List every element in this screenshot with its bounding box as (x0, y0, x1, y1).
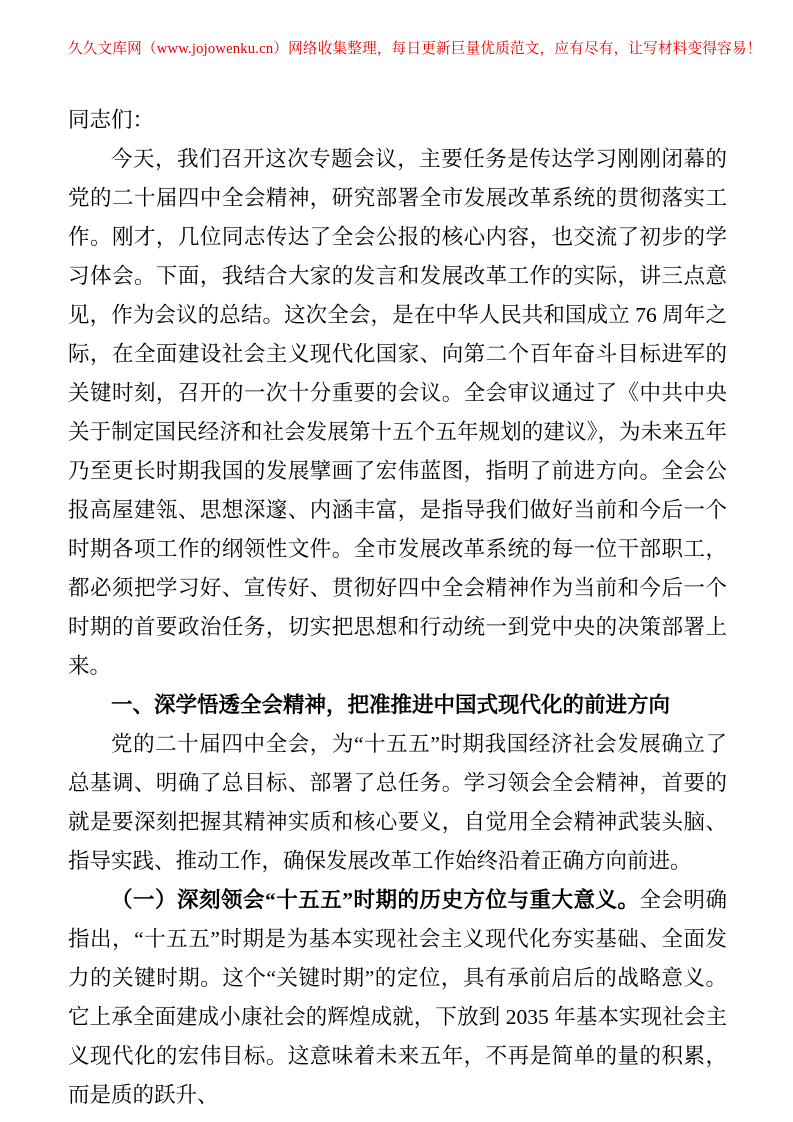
paragraph-intro: 今天，我们召开这次专题会议，主要任务是传达学习刚刚闭幕的党的二十届四中全会精神，研究部署全市发展改革系统的贯彻落实工作。刚才，几位同志传达了全会公报的核心内容，也交流了初步的学习体会。下面，我结合大家的发言和发展改革工作的实际，讲三点意见，作为会议的总结。这次全会，是在中华人民共和国成立 76 周年之际，在全面建设社会主义现代化国家、向第二个百年奋斗目标进军的关键时刻，召开的一次十分重要的会议。全会审议通过了《中共中央关于制定国民经济和社会发展第十五个五年规划的建议》，为未来五年乃至更长时期我国的发展擘画了宏伟蓝图，指明了前进方向。全会公报高屋建瓴、思想深邃、内涵丰富，是指导我们做好当前和今后一个时期各项工作的纲领性文件。全市发展改革系统的每一位干部职工，都必须把学习好、宣传好、贯彻好四中全会精神作为当前和今后一个时期的首要政治任务，切实把思想和行动统一到党中央的决策部署上来。 (68, 147, 727, 678)
section-heading-1: 一、深学悟透全会精神，把准推进中国式现代化的前进方向 (111, 693, 671, 717)
salutation: 同志们： (68, 108, 155, 132)
paragraph-section-overview: 党的二十届四中全会，为“十五五”时期我国经济社会发展确立了总基调、明确了总目标、部署了总任务。学习领会全会精神，首要的就是要深刻把握其精神实质和核心要义，自觉用全会精神武装头脑、指导实践、推动工作，确保发展改革工作始终沿着正确方向前进。 (68, 732, 727, 873)
sub-1-body-text: 全会明确指出，“十五五”时期是为基本实现社会主义现代化夯实基础、全面发力的关键时期。这个“关键时期”的定位，具有承前启后的战略意义。它上承全面建成小康社会的辉煌成就，下放到 2035 年基本实现社会主义现代化的宏伟目标。这意味着未来五年，不再是简单的量的积累，而是质的跃升、 (68, 888, 727, 1107)
sub-1-lead-sentence: （一）深刻领会“十五五”时期的历史方位与重大意义。 (111, 888, 640, 912)
watermark-header: 久久文库网（www.jojowenku.cn）网络收集整理，每日更新巨量优质范文，应有尽有，让写材料变得容易！ (68, 41, 762, 57)
paragraph-sub-1 (68, 881, 727, 1115)
document-body (68, 101, 727, 1115)
